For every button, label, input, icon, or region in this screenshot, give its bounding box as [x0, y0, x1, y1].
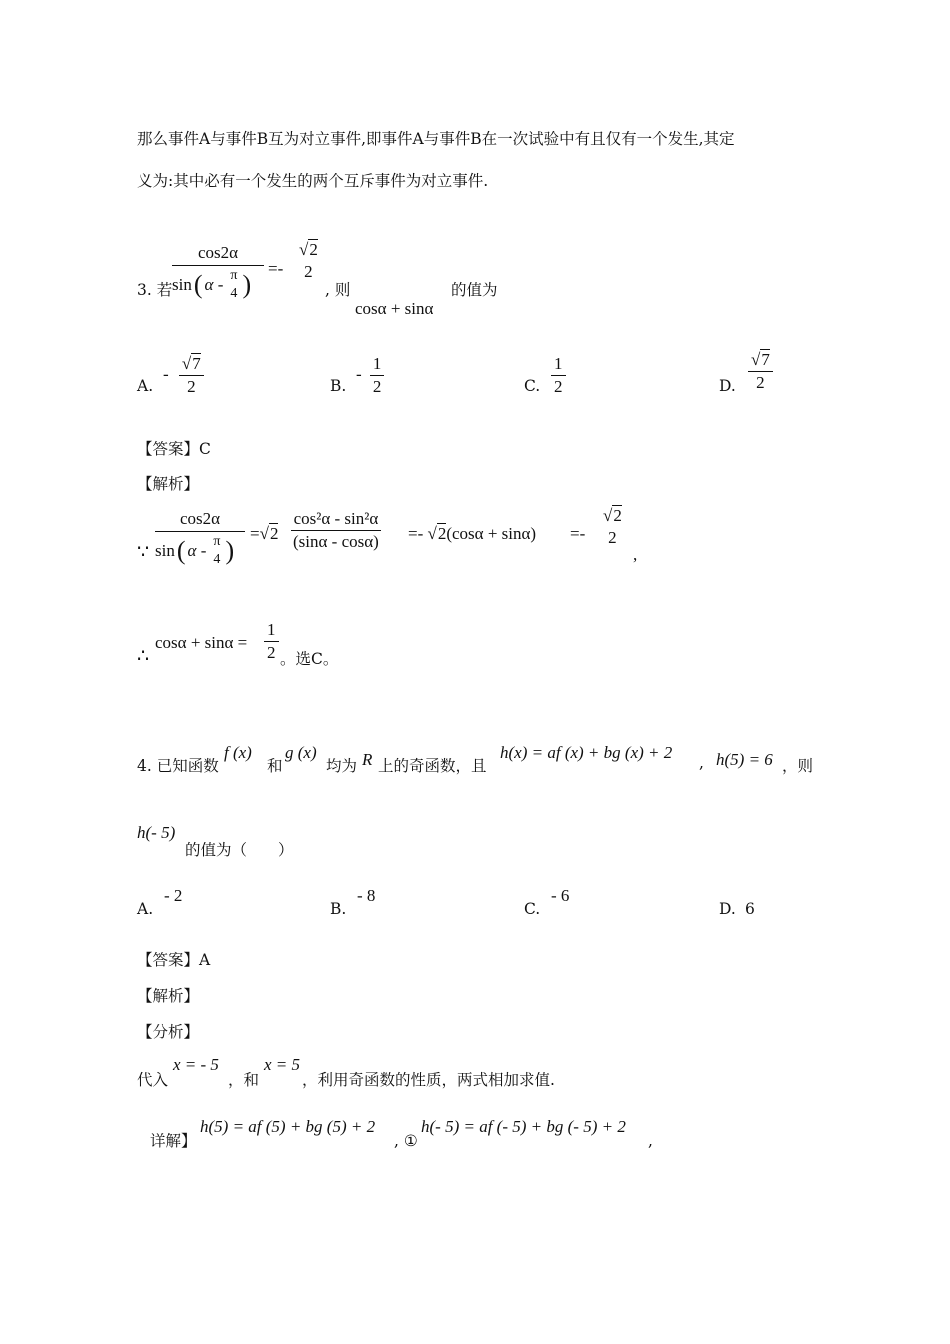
- therefore-symbol: ∴: [137, 646, 150, 667]
- q4-mid2: 上的奇函数，且: [378, 757, 487, 775]
- q3-conclusion-tail: 。选C。: [280, 650, 339, 668]
- intro-line-1: 那么事件A与事件B互为对立事件,即事件A与事件B在一次试验中有且仅有一个发生,其定: [137, 130, 735, 148]
- q4-detail-mark: , ①: [394, 1132, 418, 1150]
- q4-option-d-label: D.: [719, 900, 736, 918]
- q3-step-fraction: $\frac{\text{cos²α - sin²α}}{(\sin\alpha - \cos\alpha)}$: [290, 509, 382, 552]
- q3-then: , 则: [325, 281, 351, 299]
- q3-option-d-label: D.: [719, 377, 736, 395]
- q4-h5: h(5) = 6: [716, 750, 773, 769]
- q4-f: f (x): [224, 743, 252, 762]
- q3-step-eq1: =√2: [250, 524, 279, 543]
- q4-R: R: [362, 750, 373, 769]
- q4-mid: 均为: [326, 757, 358, 775]
- q4-sub-x2: x = 5: [264, 1055, 301, 1074]
- q3-expr: cosα + sinα: [355, 299, 434, 318]
- q3-option-a-value: - $\frac{√7}{2}$: [163, 354, 204, 397]
- q4-option-d-value: 6: [745, 900, 755, 918]
- q4-detail-label: 详解】: [150, 1132, 197, 1150]
- q4-then: ，则: [782, 757, 814, 775]
- q4-analysis-heading: 【解析】: [137, 987, 200, 1005]
- q4-option-c-value: - 6: [551, 886, 570, 905]
- q4-option-a-label: A.: [137, 900, 154, 918]
- q3-option-c-value: $\frac{1}{2}$: [551, 354, 566, 397]
- q3-step-eq3: =-: [570, 524, 586, 543]
- q4-detail-eq1: h(5) = af (5) + bg (5) + 2: [200, 1117, 376, 1136]
- q4-hm5: h(- 5): [137, 823, 176, 842]
- q3-option-b-label: B.: [330, 377, 347, 395]
- because-symbol: ∵: [137, 542, 150, 563]
- q4-sub-tail: ，利用奇函数的性质，两式相加求值.: [302, 1071, 555, 1089]
- q4-option-b-label: B.: [330, 900, 347, 918]
- q4-sub-and: ，和: [228, 1071, 260, 1089]
- q3-eq: =-: [268, 259, 284, 278]
- q4-option-b-value: - 8: [357, 886, 376, 905]
- q4-h-def: h(x) = af (x) + bg (x) + 2: [500, 743, 673, 762]
- q4-prefix: 4. 已知函数: [137, 757, 219, 775]
- q3-given-num: cos2α: [197, 243, 239, 262]
- q3-number: 3. 若: [137, 281, 173, 299]
- q4-g: g (x): [285, 743, 317, 762]
- q3-step-comma: ,: [633, 545, 638, 564]
- q3-given-fraction: [172, 243, 264, 302]
- q3-option-d-value: $\frac{√7}{2}$: [748, 350, 773, 393]
- q4-ask: 的值为（ ）: [185, 841, 294, 859]
- q4-detail-end: ,: [648, 1132, 653, 1150]
- q3-step-eq2: =- √2(cosα + sinα): [408, 524, 537, 543]
- q4-option-a-value: - 2: [164, 886, 183, 905]
- intro-line-2: 义为:其中必有一个发生的两个互斥事件为对立事件.: [137, 172, 489, 190]
- q3-step-rhs: √2 2: [603, 506, 622, 547]
- q3-conclusion-fraction: $\frac{1}{2}$: [264, 620, 279, 663]
- q4-and: 和: [267, 757, 283, 775]
- q4-option-c-label: C.: [524, 900, 541, 918]
- q4-fenxi-heading: 【分析】: [137, 1023, 200, 1041]
- q3-step-lhs: cos2α sin ( α - π 4 ): [155, 509, 245, 568]
- q3-analysis-heading: 【解析】: [137, 475, 200, 493]
- q3-option-b-value: - $\frac{1}{2}$: [356, 354, 384, 397]
- q3-given-den: sin ( α - π 4 ): [172, 268, 252, 301]
- q4-comma: ,: [699, 754, 704, 772]
- q3-option-a-label: A.: [137, 377, 154, 395]
- q4-detail-eq2: h(- 5) = af (- 5) + bg (- 5) + 2: [421, 1117, 626, 1136]
- q4-sub-pre: 代入: [137, 1071, 169, 1089]
- q4-sub-x1: x = - 5: [173, 1055, 219, 1074]
- q3-rhs-fraction: √2 2: [299, 240, 318, 281]
- q3-tail: 的值为: [451, 281, 498, 299]
- q3-answer: 【答案】C: [137, 440, 211, 458]
- q3-option-c-label: C.: [524, 377, 541, 395]
- q4-answer: 【答案】A: [137, 951, 211, 969]
- q3-conclusion-expr: cosα + sinα =: [155, 633, 248, 652]
